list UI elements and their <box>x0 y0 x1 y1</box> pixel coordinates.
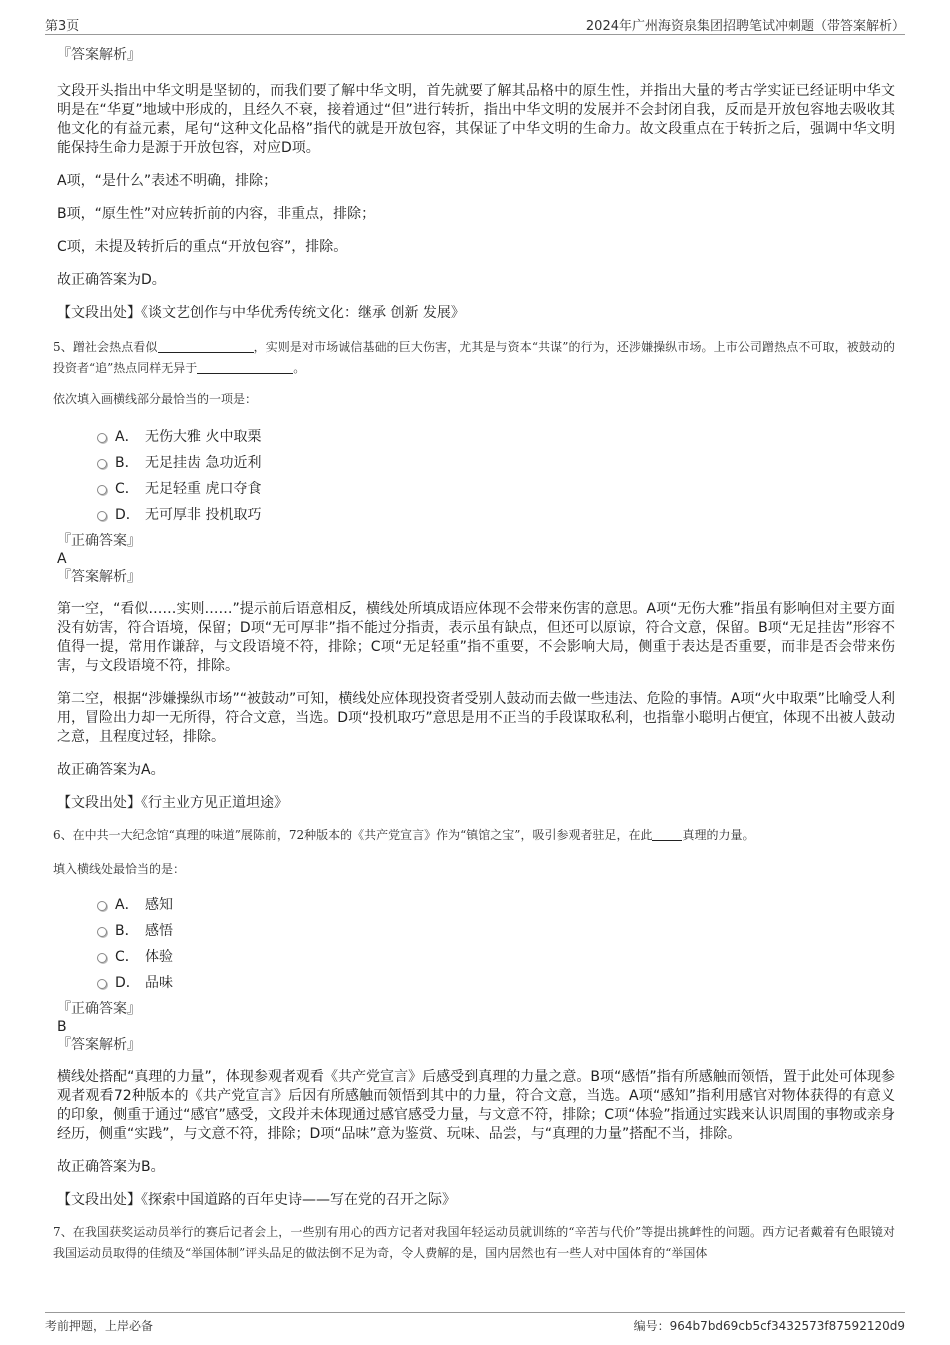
option-b[interactable]: B． 无足挂齿 急功近利 <box>57 452 895 478</box>
option-a[interactable]: A． 无伤大雅 火中取栗 <box>57 426 895 452</box>
option-c[interactable]: C． 无足轻重 虎口夺食 <box>57 478 895 504</box>
analysis-label: 『答案解析』 <box>57 569 141 585</box>
radio-icon[interactable] <box>97 485 107 495</box>
radio-icon[interactable] <box>97 433 107 443</box>
question-stem: 6、在中共一大纪念馆“真理的味道”展陈前，72种版本的《共产党宣言》作为“镇馆之宝”，吸引参观者驻足，在此 真理的力量。 <box>53 828 755 842</box>
radio-icon[interactable] <box>97 927 107 937</box>
analysis-paragraph: 文段开头指出中华文明是坚韧的，而我们要了解中华文明，首先就要了解其品格中的原生性，并指出大量的考古学实证已经证明中华文明是在“华夏”地域中形成的，且经久不衰，接着通过“但”进行转折，指出中华文明的发展并不会封闭自我，反而是开放包容地去吸收其他文化的有益元素，尾句“这种文化品格”指代的就是开放包容，其保证了中华文明的生命力。故文段重点在于转折之后，强调中华文明能保持生命力是源于开放包容，对应D项。 <box>57 83 895 156</box>
source-citation: 【文段出处】《探索中国道路的百年史诗——写在党的召开之际》 <box>57 1192 456 1208</box>
footer-slogan: 考前押题，上岸必备 <box>45 1319 154 1333</box>
question-prompt: 依次填入画横线部分最恰当的一项是： <box>53 392 258 406</box>
option-b[interactable]: B． 感悟 <box>57 920 895 946</box>
option-d[interactable]: D． 无可厚非 投机取巧 <box>57 504 895 530</box>
analysis-paragraph: 横线处搭配“真理的力量”，体现参观者观看《共产党宣言》后感受到真理的力量之意。B项“感悟”指有所感触而领悟，置于此处可体现参观者观看72种版本的《共产党宣言》后因有所感触而领悟到其中的力量，符合文意，当选。A项“感知”指利用感官对物体获得的有意义的印象，侧重于通过“感官”感受，文段并未体现通过感官感受力量，与文意不符，排除；C项“体验”指通过实践来认识周围的事物或亲身经历，侧重“实践”，与文意不符，排除；D项“品味”意为鉴赏、玩味、品尝，与“真理的力量”搭配不当，排除。 <box>57 1069 895 1142</box>
fill-blank <box>197 359 293 374</box>
question-stem: 5、蹭社会热点看似 ，实则是对市场诚信基础的巨大伤害，尤其是与资本“共谋”的行为，还涉嫌操纵市场。上市公司蹭热点不可取，被鼓动的投资者“追”热点同样无异于 。 <box>53 340 895 375</box>
option-c[interactable]: C． 体验 <box>57 946 895 972</box>
radio-icon[interactable] <box>97 901 107 911</box>
option-a[interactable]: A． 感知 <box>57 894 895 920</box>
page-number: 第3页 <box>45 19 80 34</box>
radio-icon[interactable] <box>97 979 107 989</box>
analysis-paragraph: B项，“原生性”对应转折前的内容，非重点，排除； <box>57 206 376 222</box>
correct-answer: A <box>57 551 67 567</box>
options-list <box>57 894 895 998</box>
correct-answer-label: 『正确答案』 <box>57 533 141 549</box>
analysis-conclusion: 故正确答案为A。 <box>57 762 165 778</box>
document-title: 2024年广州海资泉集团招聘笔试冲刺题（带答案解析） <box>585 19 905 34</box>
radio-icon[interactable] <box>97 459 107 469</box>
radio-icon[interactable] <box>97 953 107 963</box>
question-stem: 7、在我国获奖运动员举行的赛后记者会上，一些别有用心的西方记者对我国年轻运动员就训练的“辛苦与代价”等提出挑衅性的问题。西方记者戴着有色眼镜对我国运动员取得的佳绩及“举国体制”评头品足的做法倒不足为奇，令人费解的是，国内居然也有一些人对中国体育的“举国体 <box>53 1225 895 1260</box>
document-id: 编号：964b7bd69cb5cf3432573f87592120d9 <box>633 1319 905 1333</box>
source-citation: 【文段出处】《行主业方见正道坦途》 <box>57 795 288 811</box>
analysis-conclusion: 故正确答案为B。 <box>57 1159 165 1175</box>
page-content <box>53 40 895 1264</box>
analysis-conclusion: 故正确答案为D。 <box>57 272 166 288</box>
radio-icon[interactable] <box>97 511 107 521</box>
page-footer <box>45 1312 905 1335</box>
fill-blank <box>652 826 682 841</box>
options-list <box>57 426 895 530</box>
analysis-paragraph: A项，“是什么”表述不明确，排除； <box>57 173 278 189</box>
analysis-label: 『答案解析』 <box>57 1037 141 1053</box>
correct-answer: B <box>57 1019 67 1035</box>
fill-blank <box>158 338 254 353</box>
option-d[interactable]: D． 品味 <box>57 972 895 998</box>
analysis-label: 『答案解析』 <box>57 47 141 63</box>
analysis-paragraph: 第二空，根据“涉嫌操纵市场”“被鼓动”可知，横线处应体现投资者受别人鼓动而去做一些违法、危险的事情。A项“火中取栗”比喻受人利用，冒险出力却一无所得，符合文意，当选。D项“投机取巧”意思是用不正当的手段谋取私利，也指靠小聪明占便宜，体现不出被人鼓动之意，且程度过轻，排除。 <box>57 691 895 745</box>
source-citation: 【文段出处】《谈文艺创作与中华优秀传统文化：继承 创新 发展》 <box>57 305 465 321</box>
page-header <box>45 12 905 35</box>
analysis-paragraph: 第一空，“看似……实则……”提示前后语意相反，横线处所填成语应体现不会带来伤害的意思。A项“无伤大雅”指虽有影响但对主要方面没有妨害，符合语境，保留；D项“无可厚非”指不能过分指责，表示虽有缺点，但还可以原谅，符合文意，保留。B项“无足挂齿”形容不值得一提，常用作谦辞，与文段语境不符，排除；C项“无足轻重”指不重要，不会影响大局，侧重于表达是否重要，而非是否会带来伤害，与文段语境不符，排除。 <box>57 601 895 674</box>
analysis-paragraph: C项，未提及转折后的重点“开放包容”，排除。 <box>57 239 348 255</box>
question-prompt: 填入横线处最恰当的是： <box>53 862 186 876</box>
correct-answer-label: 『正确答案』 <box>57 1001 141 1017</box>
